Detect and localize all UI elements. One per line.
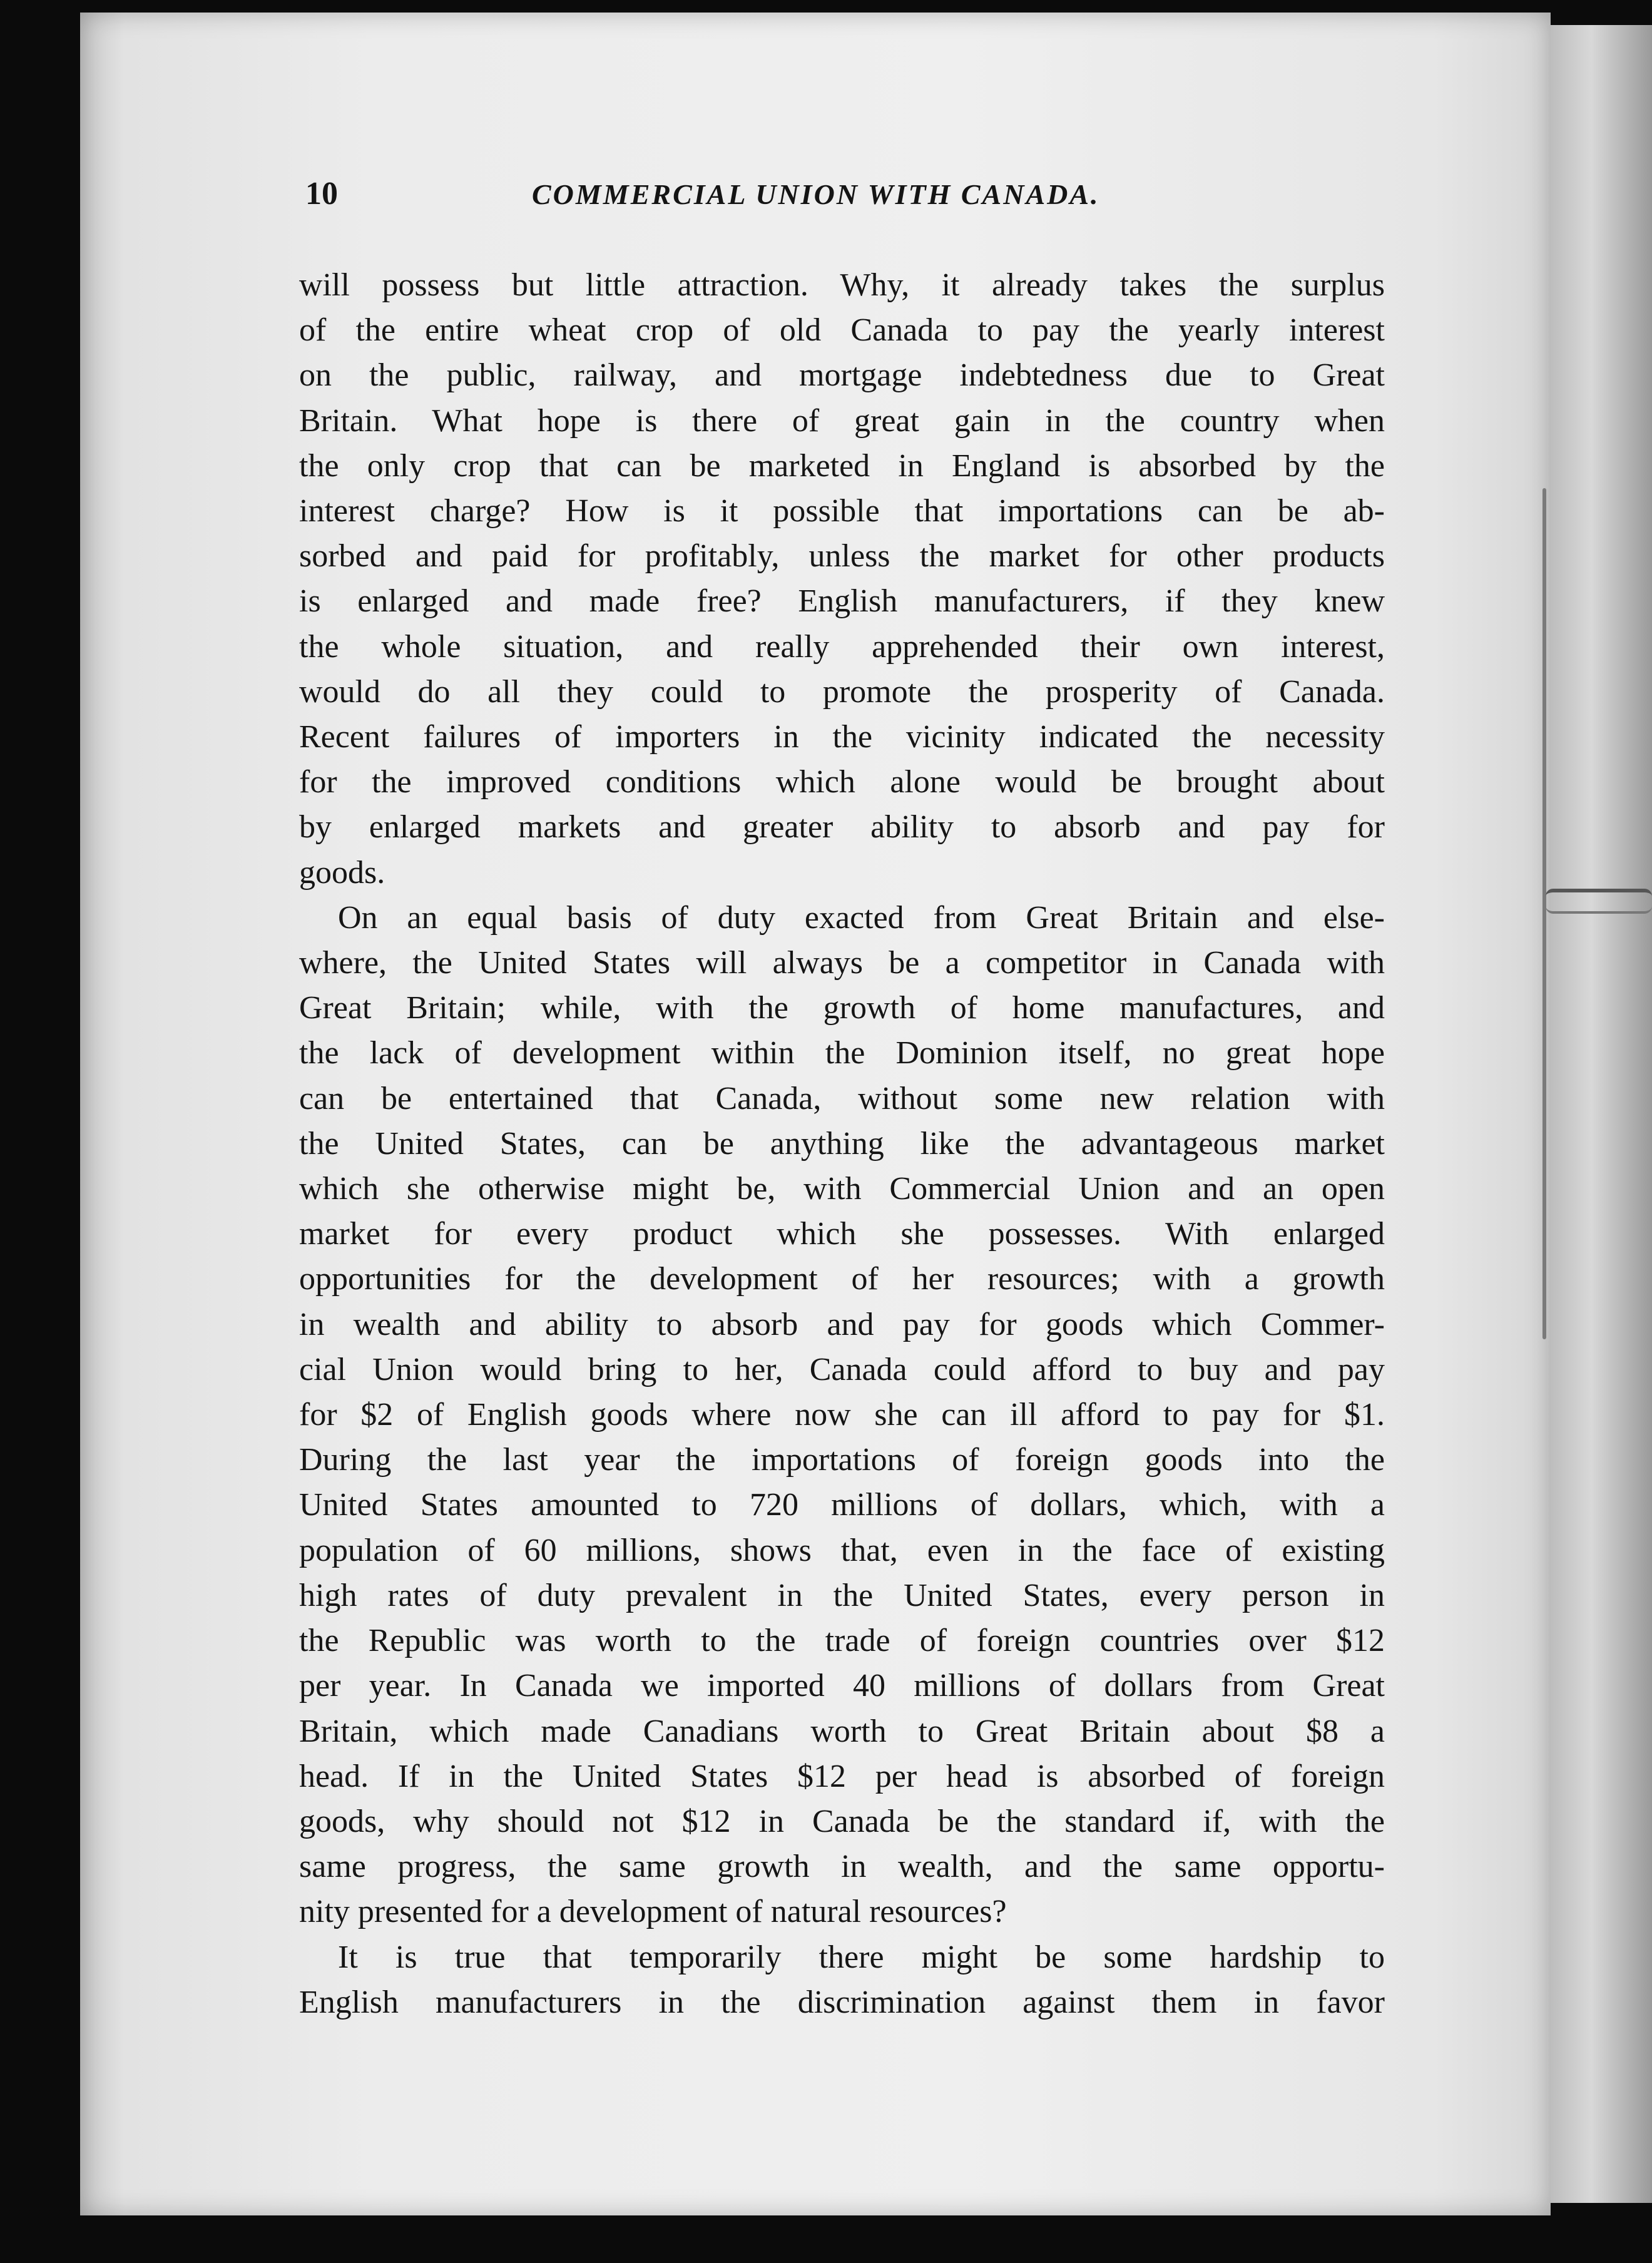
page-number: 10 <box>305 176 338 212</box>
text-line: United States amounted to 720 millions of dollars, which, with a <box>299 1487 1385 1523</box>
text-line: of the entire wheat crop of old Canada to pay the yearly interest <box>299 312 1385 349</box>
text-line: for the improved conditions which alone would be brought about <box>299 764 1385 800</box>
running-head: COMMERCIAL UNION WITH CANADA. <box>532 178 1100 210</box>
binding-fold <box>1542 488 1546 1339</box>
text-line: cial Union would bring to her, Canada could afford to buy and pay <box>299 1351 1385 1387</box>
body-text <box>299 263 1385 2025</box>
text-line: in wealth and ability to absorb and pay for goods which Commer- <box>299 1306 1385 1342</box>
text-line: On an equal basis of duty exacted from Great Britain and else- <box>338 899 1385 936</box>
text-line: nity presented for a development of natural resources? <box>299 1894 1007 1930</box>
text-line: the United States, can be anything like the advantageous market <box>299 1125 1385 1162</box>
text-line: Britain. What hope is there of great gain in the country when <box>299 402 1385 439</box>
text-line: which she otherwise might be, with Commercial Union and an open <box>299 1171 1385 1207</box>
text-line: market for every product which she possesses. With enlarged <box>299 1216 1385 1252</box>
text-line: will possess but little attraction. Why, it already takes the surplus <box>299 267 1385 303</box>
text-line: by enlarged markets and greater ability to absorb and pay for <box>299 809 1385 845</box>
text-line: Great Britain; while, with the growth of home manufactures, and <box>299 990 1385 1026</box>
paragraph <box>299 1935 1385 2025</box>
page-header <box>305 175 1181 225</box>
text-line: English manufacturers in the discrimination against them in favor <box>299 1984 1385 2020</box>
text-line: the whole situation, and really apprehended their own interest, <box>299 628 1385 665</box>
paragraph <box>299 263 1385 896</box>
text-line: goods. <box>299 854 385 891</box>
text-line: population of 60 millions, shows that, even in the face of existing <box>299 1532 1385 1568</box>
text-line: same progress, the same growth in wealth, and the same opportu- <box>299 1849 1385 1885</box>
text-line: the lack of development within the Dominion itself, no great hope <box>299 1035 1385 1071</box>
text-line: It is true that temporarily there might be some hardship to <box>338 1939 1385 1975</box>
text-line: would do all they could to promote the prosperity of Canada. <box>299 673 1385 710</box>
text-line: Recent failures of importers in the vicinity indicated the necessity <box>299 719 1385 755</box>
text-line: interest charge? How is it possible that importations can be ab- <box>299 493 1385 529</box>
text-line: opportunities for the development of her resources; with a growth <box>299 1261 1385 1297</box>
text-line: During the last year the importations of foreign goods into the <box>299 1442 1385 1478</box>
text-line: head. If in the United States $12 per head is absorbed of foreign <box>299 1758 1385 1794</box>
text-line: is enlarged and made free? English manufacturers, if they knew <box>299 583 1385 620</box>
page-edge <box>1551 25 1652 2203</box>
text-line: for $2 of English goods where now she can ill afford to pay for $1. <box>299 1397 1385 1433</box>
text-line: sorbed and paid for profitably, unless the market for other products <box>299 538 1385 575</box>
text-line: the only crop that can be marketed in England is absorbed by the <box>299 447 1385 484</box>
text-line: can be entertained that Canada, without some new relation with <box>299 1080 1385 1116</box>
paragraph <box>299 896 1385 1935</box>
binding-thread <box>1546 889 1652 914</box>
text-line: on the public, railway, and mortgage indebtedness due to Great <box>299 357 1385 394</box>
text-line: the Republic was worth to the trade of foreign countries over $12 <box>299 1623 1385 1659</box>
text-line: per year. In Canada we imported 40 millions of dollars from Great <box>299 1668 1385 1704</box>
text-line: Britain, which made Canadians worth to Great Britain about $8 a <box>299 1713 1385 1749</box>
text-line: high rates of duty prevalent in the United States, every person in <box>299 1577 1385 1613</box>
text-line: goods, why should not $12 in Canada be the standard if, with the <box>299 1803 1385 1839</box>
text-line: where, the United States will always be a competitor in Canada with <box>299 945 1385 981</box>
